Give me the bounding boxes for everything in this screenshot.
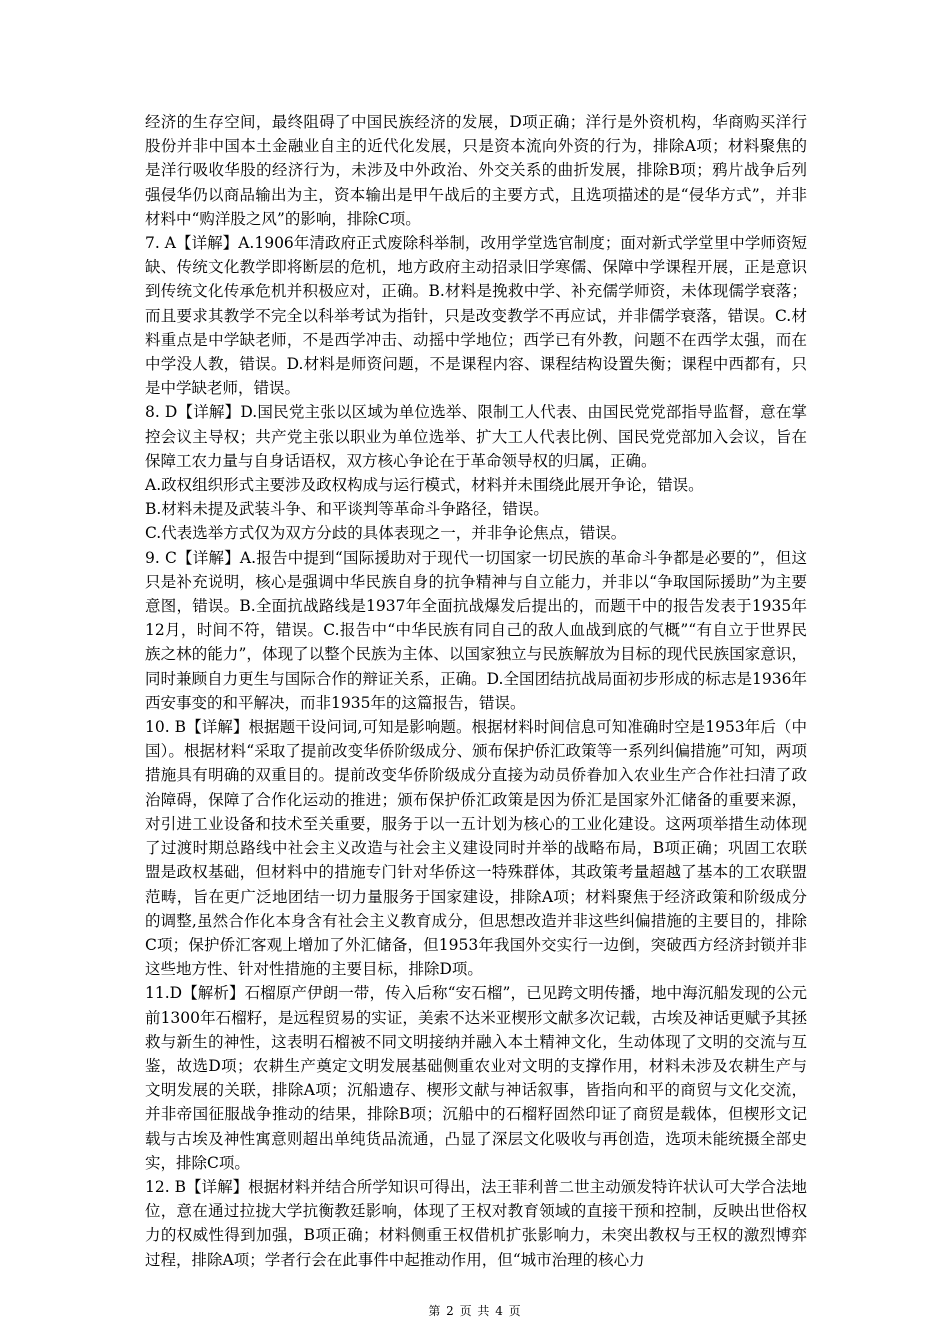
paragraph: 12. B【详解】根据材料并结合所学知识可得出，法王菲利普二世主动颁发特许状认可大学合法地位，意在通过拉拢大学抗衡教廷影响，体现了王权对教育领域的直接干预和控制，反映出世俗权力的权威性得到加强，B项正确；材料侧重王权借机扩张影响力，未突出教权与王权的激烈博弈过程，排除A项；学者行会在此事件中起推动作用，但“城市治理的核心力: [145, 1177, 807, 1269]
paragraph: 7. A【详解】A.1906年清政府正式废除科举制，改用学堂选官制度；面对新式学堂里中学师资短缺、传统文化教学即将断层的危机，地方政府主动招录旧学寒儒、保障中学课程开展，正是意识到传统文化传承危机并积极应对，正确。B.材料是挽救中学、补充儒学师资，未体现儒学衰落；而且要求其教学不完全以科举考试为指针，只是改变教学不再应试，并非儒学衰落，错误。C.材料重点是中学缺老师，不是西学冲击、动摇中学地位；西学已有外教，问题不在西学太强，而在中学没人教，错误。D.材料是师资问题，不是课程内容、课程结构设置失衡；课程中西都有，只是中学缺老师，错误。: [145, 234, 807, 398]
paragraph: 经济的生存空间，最终阻碍了中国民族经济的发展，D项正确；洋行是外资机构，华商购买洋行股份并非中国本土金融业自主的近代化发展，只是资本流向外资的行为，排除A项；材料聚焦的是洋行吸收华股的经济行为，未涉及中外政治、外交关系的曲折发展，排除B项；鸦片战争后列强侵华仍以商品输出为主，资本输出是甲午战后的主要方式，且选项描述的是“侵华方式”，并非材料中“购洋股之风”的影响，排除C项。: [145, 113, 807, 228]
answer-explanation-body: [145, 110, 807, 1272]
paragraph: A.政权组织形式主要涉及政权构成与运行模式，材料并未围绕此展开争论，错误。: [145, 476, 704, 495]
page-number-footer: 第 2 页 共 4 页: [428, 1304, 522, 1318]
paragraph: C.代表选举方式仅为双方分歧的具体表现之一，并非争论焦点，错误。: [145, 524, 627, 543]
paragraph: 8. D【详解】D.国民党主张以区域为单位选举、限制工人代表、由国民党党部指导监督，意在掌控会议主导权；共产党主张以职业为单位选举、扩大工人代表比例、国民党党部加入会议，旨在保障工农力量与自身话语权，双方核心争论在于革命领导权的归属，正确。: [145, 403, 807, 470]
paragraph: B.材料未提及武装斗争、和平谈判等革命斗争路径，错误。: [145, 500, 549, 519]
paragraph: 11.D【解析】石榴原产伊朗一带，传入后称“安石榴”，已见跨文明传播，地中海沉船发现的公元前1300年石榴籽，是远程贸易的实证，美索不达米亚楔形文献多次记载，古埃及神话更赋予其拯救与新生的神性，这表明石榴被不同文明接纳并融入本土精神文化，生动体现了文明的交流与互鉴，故选D项；农耕生产奠定文明发展基础侧重农业对文明的支撑作用，材料未涉及农耕生产与文明发展的关联，排除A项；沉船遗存、楔形文献与神话叙事，皆指向和平的商贸与文化交流，并非帝国征服战争推动的结果，排除B项；沉船中的石榴籽固然印证了商贸是载体，但楔形文记载与古埃及神性寓意则超出单纯货品流通，凸显了深层文化吸收与再创造，选项未能统摄全部史实，排除C项。: [145, 984, 807, 1172]
paragraph: 9. C【详解】A.报告中提到“国际援助对于现代一切国家一切民族的革命斗争都是必要的”，但这只是补充说明，核心是强调中华民族自身的抗争精神与自立能力，并非以“争取国际援助”为主要意图，错误。B.全面抗战路线是1937年全面抗战爆发后提出的，而题干中的报告发表于1935年12月，时间不符，错误。C.报告中“中华民族有同自己的敌人血战到底的气概”“有自立于世界民族之林的能力”，体现了以整个民族为主体、以国家独立与民族解放为目标的现代民族国家意识，同时兼顾自力更生与国际合作的辩证关系，正确。D.全国团结抗战局面初步形成的标志是1936年西安事变的和平解决，而非1935年的这篇报告，错误。: [145, 548, 807, 712]
paragraph: 10. B【详解】根据题干设问词,可知是影响题。根据材料时间信息可知准确时空是1953年后（中国）。根据材料“采取了提前改变华侨阶级成分、颁布保护侨汇政策等一系列纠偏措施”可知，两项措施具有明确的双重目的。提前改变华侨阶级成分直接为动员侨眷加入农业生产合作社扫清了政治障碍，保障了合作化运动的推进；颁布保护侨汇政策是因为侨汇是国家外汇储备的重要来源，对引进工业设备和技术至关重要，服务于以一五计划为核心的工业化建设。这两项举措生动体现了过渡时期总路线中社会主义改造与社会主义建设同时并举的战略布局，B项正确；巩固工农联盟是政权基础，但材料中的措施专门针对华侨这一特殊群体，其政策考量超越了基本的工农联盟范畴，旨在更广泛地团结一切力量服务于国家建设，排除A项；材料聚焦于经济政策和阶级成分的调整,虽然合作化本身含有社会主义教育成分，但思想改造并非这些纠偏措施的主要目的，排除C项；保护侨汇客观上增加了外汇储备，但1953年我国外交实行一边倒，突破西方经济封锁并非这些地方性、针对性措施的主要目标，排除D项。: [145, 718, 807, 979]
